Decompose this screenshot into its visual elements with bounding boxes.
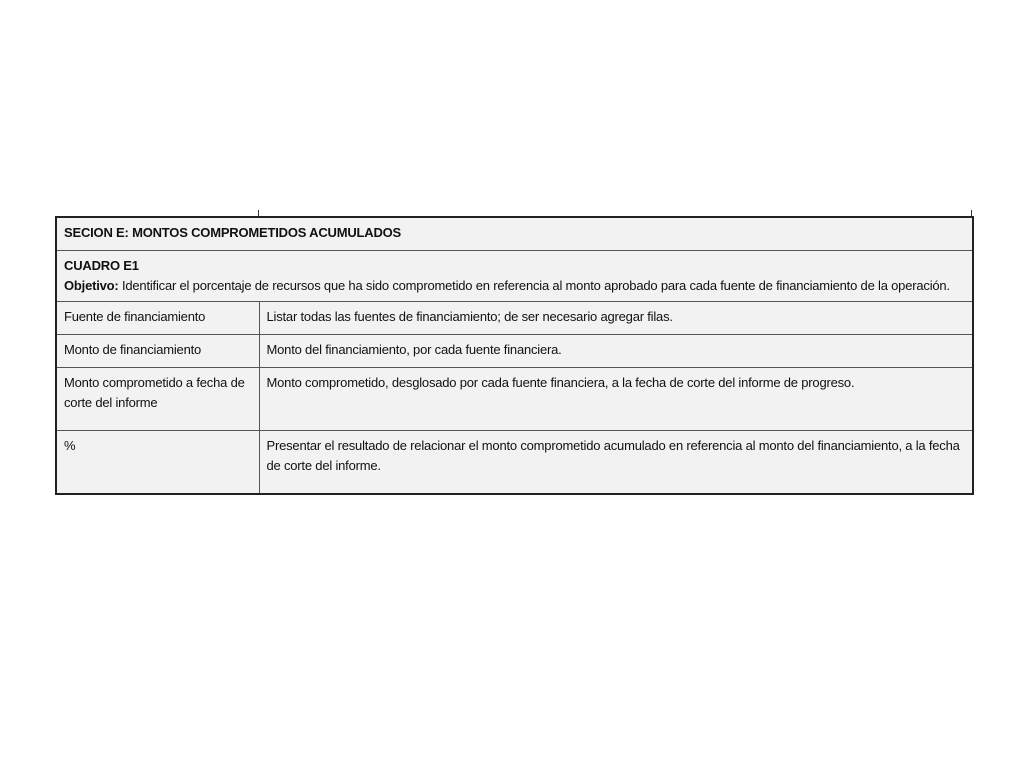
table-row — [56, 335, 973, 368]
objective-label: Objetivo: — [64, 278, 119, 293]
table-row — [56, 251, 973, 302]
table-row — [56, 302, 973, 335]
table-row — [56, 431, 973, 495]
table-top-tick — [258, 210, 259, 216]
cuadro-cell — [56, 251, 973, 302]
section-e-table — [55, 216, 974, 495]
description-cell: Listar todas las fuentes de financiamiento; de ser necesario agregar filas. — [259, 302, 973, 335]
section-title: SECION E: MONTOS COMPROMETIDOS ACUMULADOS — [56, 217, 973, 251]
table-row — [56, 368, 973, 431]
description-cell: Monto del financiamiento, por cada fuente financiera. — [259, 335, 973, 368]
table-row — [56, 217, 973, 251]
field-cell: Monto comprometido a fecha de corte del informe — [56, 368, 259, 431]
field-cell: Fuente de financiamiento — [56, 302, 259, 335]
table-top-tick — [971, 210, 972, 216]
description-cell: Presentar el resultado de relacionar el monto comprometido acumulado en referencia al monto del financiamiento, a la fecha de corte del informe. — [259, 431, 973, 495]
section-e-table-container — [55, 216, 972, 495]
field-cell: % — [56, 431, 259, 495]
description-cell: Monto comprometido, desglosado por cada fuente financiera, a la fecha de corte del informe de progreso. — [259, 368, 973, 431]
field-cell: Monto de financiamiento — [56, 335, 259, 368]
objective-text: Identificar el porcentaje de recursos que ha sido comprometido en referencia al monto aprobado para cada fuente de financiamiento de la operación. — [118, 278, 950, 293]
cuadro-title: CUADRO E1 — [64, 258, 139, 273]
